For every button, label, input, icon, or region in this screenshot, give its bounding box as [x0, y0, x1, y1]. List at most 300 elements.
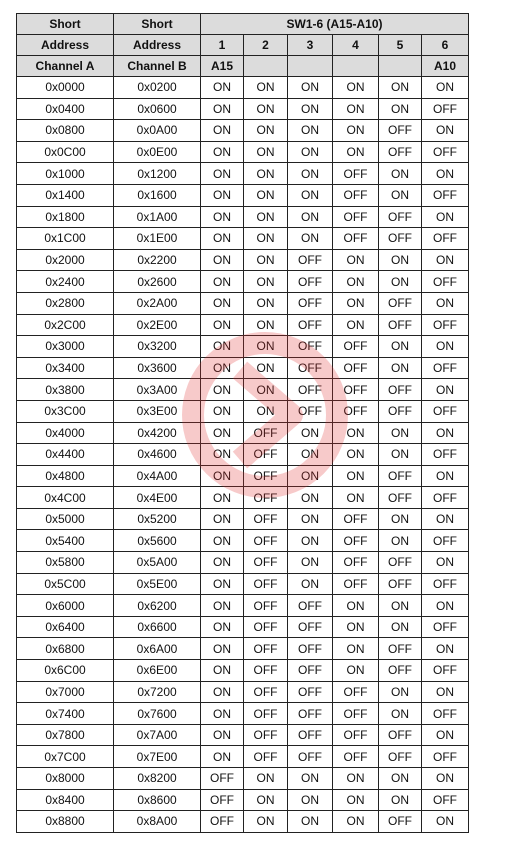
sw6-cell: OFF — [422, 746, 469, 768]
sw1-cell: ON — [201, 228, 244, 250]
sw6-cell: OFF — [422, 141, 469, 163]
sw2-cell: ON — [244, 314, 288, 336]
sw4-cell: ON — [333, 120, 379, 142]
sw3-cell: ON — [288, 206, 333, 228]
sw5-cell: OFF — [379, 465, 422, 487]
table-row — [17, 422, 469, 444]
sw6-cell: ON — [422, 379, 469, 401]
sw6-cell: ON — [422, 422, 469, 444]
sw1-cell: ON — [201, 703, 244, 725]
header-switch-4-number: 4 — [333, 35, 379, 56]
sw5-cell: ON — [379, 184, 422, 206]
sw1-cell: ON — [201, 422, 244, 444]
sw3-cell: OFF — [288, 292, 333, 314]
channel-a-cell: 0x2800 — [17, 292, 114, 314]
sw3-cell: ON — [288, 444, 333, 466]
sw4-cell: ON — [333, 314, 379, 336]
header-channel-b-line3: Channel B — [114, 56, 201, 77]
channel-a-cell: 0x5000 — [17, 508, 114, 530]
table-row — [17, 616, 469, 638]
sw5-cell: OFF — [379, 141, 422, 163]
sw2-cell: ON — [244, 98, 288, 120]
sw2-cell: OFF — [244, 724, 288, 746]
table-body — [17, 77, 469, 833]
channel-a-cell: 0x5400 — [17, 530, 114, 552]
table-row — [17, 811, 469, 833]
sw2-cell: ON — [244, 163, 288, 185]
channel-a-cell: 0x8400 — [17, 789, 114, 811]
table-row — [17, 703, 469, 725]
channel-b-cell: 0x1600 — [114, 184, 201, 206]
channel-a-cell: 0x8800 — [17, 811, 114, 833]
sw1-cell: OFF — [201, 789, 244, 811]
sw1-cell: ON — [201, 271, 244, 293]
sw4-cell: OFF — [333, 724, 379, 746]
sw3-cell: ON — [288, 120, 333, 142]
sw5-cell: OFF — [379, 379, 422, 401]
sw6-cell: ON — [422, 552, 469, 574]
sw6-cell: ON — [422, 120, 469, 142]
channel-a-cell: 0x4000 — [17, 422, 114, 444]
sw1-cell: ON — [201, 660, 244, 682]
sw6-cell: OFF — [422, 184, 469, 206]
sw2-cell: ON — [244, 336, 288, 358]
channel-b-cell: 0x4E00 — [114, 487, 201, 509]
sw4-cell: OFF — [333, 681, 379, 703]
table-row — [17, 400, 469, 422]
sw4-cell: ON — [333, 444, 379, 466]
channel-a-cell: 0x6000 — [17, 595, 114, 617]
sw4-cell: ON — [333, 595, 379, 617]
channel-b-cell: 0x2A00 — [114, 292, 201, 314]
sw3-cell: OFF — [288, 314, 333, 336]
channel-a-cell: 0x0400 — [17, 98, 114, 120]
sw3-cell: OFF — [288, 249, 333, 271]
channel-b-cell: 0x0E00 — [114, 141, 201, 163]
sw4-cell: OFF — [333, 508, 379, 530]
header-switch-3-number: 3 — [288, 35, 333, 56]
channel-a-cell: 0x1000 — [17, 163, 114, 185]
sw1-cell: ON — [201, 487, 244, 509]
sw2-cell: ON — [244, 249, 288, 271]
sw2-cell: OFF — [244, 660, 288, 682]
sw6-cell: ON — [422, 292, 469, 314]
sw1-cell: OFF — [201, 811, 244, 833]
sw1-cell: ON — [201, 400, 244, 422]
sw5-cell: ON — [379, 768, 422, 790]
table-row — [17, 98, 469, 120]
header-switch-1-address: A15 — [201, 56, 244, 77]
table-row — [17, 487, 469, 509]
channel-b-cell: 0x5600 — [114, 530, 201, 552]
sw5-cell: ON — [379, 249, 422, 271]
table-row — [17, 336, 469, 358]
sw3-cell: OFF — [288, 724, 333, 746]
table-row — [17, 206, 469, 228]
sw1-cell: ON — [201, 681, 244, 703]
channel-a-cell: 0x5800 — [17, 552, 114, 574]
table-row — [17, 249, 469, 271]
sw3-cell: ON — [288, 508, 333, 530]
header-channel-a-line1: Short — [17, 14, 114, 35]
sw2-cell: ON — [244, 184, 288, 206]
sw6-cell: ON — [422, 249, 469, 271]
sw3-cell: ON — [288, 573, 333, 595]
sw2-cell: ON — [244, 379, 288, 401]
header-switch-6-address: A10 — [422, 56, 469, 77]
sw3-cell: ON — [288, 530, 333, 552]
sw1-cell: ON — [201, 292, 244, 314]
sw3-cell: ON — [288, 789, 333, 811]
sw6-cell: ON — [422, 465, 469, 487]
channel-b-cell: 0x7200 — [114, 681, 201, 703]
sw4-cell: OFF — [333, 184, 379, 206]
channel-a-cell: 0x2C00 — [17, 314, 114, 336]
channel-a-cell: 0x4C00 — [17, 487, 114, 509]
channel-a-cell: 0x1800 — [17, 206, 114, 228]
sw3-cell: OFF — [288, 595, 333, 617]
sw1-cell: ON — [201, 724, 244, 746]
sw4-cell: OFF — [333, 703, 379, 725]
channel-b-cell: 0x6E00 — [114, 660, 201, 682]
sw2-cell: ON — [244, 206, 288, 228]
sw5-cell: OFF — [379, 120, 422, 142]
channel-b-cell: 0x4A00 — [114, 465, 201, 487]
channel-a-cell: 0x4800 — [17, 465, 114, 487]
channel-b-cell: 0x7E00 — [114, 746, 201, 768]
sw2-cell: OFF — [244, 530, 288, 552]
sw6-cell: OFF — [422, 98, 469, 120]
channel-b-cell: 0x2600 — [114, 271, 201, 293]
sw6-cell: OFF — [422, 530, 469, 552]
sw4-cell: ON — [333, 271, 379, 293]
sw6-cell: ON — [422, 724, 469, 746]
channel-a-cell: 0x7C00 — [17, 746, 114, 768]
sw1-cell: ON — [201, 314, 244, 336]
header-switch-2-address — [244, 56, 288, 77]
sw1-cell: ON — [201, 141, 244, 163]
sw5-cell: OFF — [379, 292, 422, 314]
sw6-cell: OFF — [422, 357, 469, 379]
table-row — [17, 789, 469, 811]
channel-b-cell: 0x0600 — [114, 98, 201, 120]
header-channel-a-line2: Address — [17, 35, 114, 56]
sw2-cell: ON — [244, 400, 288, 422]
channel-b-cell: 0x3A00 — [114, 379, 201, 401]
table-row — [17, 530, 469, 552]
sw3-cell: OFF — [288, 616, 333, 638]
sw1-cell: OFF — [201, 768, 244, 790]
channel-a-cell: 0x3C00 — [17, 400, 114, 422]
sw2-cell: ON — [244, 271, 288, 293]
header-switch-3-address — [288, 56, 333, 77]
channel-a-cell: 0x6400 — [17, 616, 114, 638]
sw5-cell: OFF — [379, 746, 422, 768]
sw4-cell: ON — [333, 465, 379, 487]
table-row — [17, 724, 469, 746]
sw1-cell: ON — [201, 573, 244, 595]
channel-b-cell: 0x6200 — [114, 595, 201, 617]
table-row — [17, 357, 469, 379]
channel-b-cell: 0x3600 — [114, 357, 201, 379]
sw4-cell: OFF — [333, 573, 379, 595]
sw5-cell: ON — [379, 616, 422, 638]
channel-a-cell: 0x2000 — [17, 249, 114, 271]
sw4-cell: ON — [333, 789, 379, 811]
sw5-cell: ON — [379, 595, 422, 617]
header-switch-1-number: 1 — [201, 35, 244, 56]
sw1-cell: ON — [201, 444, 244, 466]
sw1-cell: ON — [201, 77, 244, 99]
sw4-cell: OFF — [333, 552, 379, 574]
sw5-cell: ON — [379, 77, 422, 99]
header-switch-5-address — [379, 56, 422, 77]
sw6-cell: ON — [422, 336, 469, 358]
sw6-cell: ON — [422, 206, 469, 228]
sw3-cell: OFF — [288, 336, 333, 358]
header-switch-2-number: 2 — [244, 35, 288, 56]
table-row — [17, 552, 469, 574]
table-row — [17, 379, 469, 401]
sw1-cell: ON — [201, 746, 244, 768]
channel-a-cell: 0x6C00 — [17, 660, 114, 682]
sw3-cell: OFF — [288, 681, 333, 703]
sw6-cell: OFF — [422, 228, 469, 250]
channel-a-cell: 0x7800 — [17, 724, 114, 746]
sw1-cell: ON — [201, 206, 244, 228]
channel-a-cell: 0x1400 — [17, 184, 114, 206]
sw2-cell: ON — [244, 141, 288, 163]
channel-a-cell: 0x0C00 — [17, 141, 114, 163]
table-row — [17, 660, 469, 682]
sw2-cell: OFF — [244, 681, 288, 703]
sw6-cell: ON — [422, 163, 469, 185]
sw1-cell: ON — [201, 595, 244, 617]
sw2-cell: ON — [244, 120, 288, 142]
sw1-cell: ON — [201, 120, 244, 142]
sw6-cell: ON — [422, 681, 469, 703]
sw3-cell: OFF — [288, 746, 333, 768]
sw6-cell: OFF — [422, 271, 469, 293]
sw5-cell: ON — [379, 444, 422, 466]
sw4-cell: ON — [333, 292, 379, 314]
sw5-cell: ON — [379, 98, 422, 120]
sw3-cell: ON — [288, 465, 333, 487]
channel-b-cell: 0x8600 — [114, 789, 201, 811]
channel-a-cell: 0x3400 — [17, 357, 114, 379]
sw2-cell: ON — [244, 768, 288, 790]
sw2-cell: OFF — [244, 422, 288, 444]
header-switch-4-address — [333, 56, 379, 77]
table-row — [17, 444, 469, 466]
table-row — [17, 681, 469, 703]
channel-b-cell: 0x3200 — [114, 336, 201, 358]
sw4-cell: OFF — [333, 228, 379, 250]
sw4-cell: OFF — [333, 379, 379, 401]
sw4-cell: ON — [333, 98, 379, 120]
table-row — [17, 638, 469, 660]
sw6-cell: OFF — [422, 616, 469, 638]
table-header — [17, 14, 469, 77]
channel-b-cell: 0x1E00 — [114, 228, 201, 250]
channel-b-cell: 0x1200 — [114, 163, 201, 185]
table-row — [17, 465, 469, 487]
sw5-cell: ON — [379, 681, 422, 703]
sw6-cell: OFF — [422, 487, 469, 509]
sw5-cell: OFF — [379, 724, 422, 746]
sw2-cell: OFF — [244, 552, 288, 574]
channel-a-cell: 0x2400 — [17, 271, 114, 293]
table-row — [17, 77, 469, 99]
sw4-cell: OFF — [333, 163, 379, 185]
sw6-cell: ON — [422, 508, 469, 530]
sw6-cell: OFF — [422, 660, 469, 682]
sw2-cell: OFF — [244, 616, 288, 638]
sw1-cell: ON — [201, 379, 244, 401]
sw3-cell: ON — [288, 77, 333, 99]
sw5-cell: OFF — [379, 400, 422, 422]
table-row — [17, 314, 469, 336]
sw6-cell: ON — [422, 638, 469, 660]
channel-a-cell: 0x0000 — [17, 77, 114, 99]
sw1-cell: ON — [201, 616, 244, 638]
sw6-cell: OFF — [422, 789, 469, 811]
sw5-cell: ON — [379, 357, 422, 379]
sw3-cell: OFF — [288, 379, 333, 401]
channel-a-cell: 0x7400 — [17, 703, 114, 725]
sw3-cell: ON — [288, 552, 333, 574]
sw6-cell: ON — [422, 768, 469, 790]
sw4-cell: ON — [333, 660, 379, 682]
sw3-cell: OFF — [288, 271, 333, 293]
table-row — [17, 271, 469, 293]
sw4-cell: ON — [333, 77, 379, 99]
sw5-cell: OFF — [379, 660, 422, 682]
sw1-cell: ON — [201, 98, 244, 120]
sw2-cell: OFF — [244, 595, 288, 617]
table-row — [17, 163, 469, 185]
sw4-cell: OFF — [333, 336, 379, 358]
sw1-cell: ON — [201, 465, 244, 487]
sw3-cell: OFF — [288, 638, 333, 660]
sw5-cell: OFF — [379, 206, 422, 228]
sw4-cell: ON — [333, 141, 379, 163]
sw5-cell: ON — [379, 271, 422, 293]
sw2-cell: OFF — [244, 746, 288, 768]
channel-b-cell: 0x1A00 — [114, 206, 201, 228]
channel-a-cell: 0x6800 — [17, 638, 114, 660]
sw3-cell: OFF — [288, 703, 333, 725]
channel-b-cell: 0x0200 — [114, 77, 201, 99]
sw3-cell: ON — [288, 141, 333, 163]
channel-b-cell: 0x0A00 — [114, 120, 201, 142]
sw1-cell: ON — [201, 163, 244, 185]
table-row — [17, 120, 469, 142]
channel-a-cell: 0x8000 — [17, 768, 114, 790]
sw3-cell: OFF — [288, 660, 333, 682]
header-channel-a-line3: Channel A — [17, 56, 114, 77]
sw6-cell: OFF — [422, 314, 469, 336]
sw5-cell: ON — [379, 508, 422, 530]
sw5-cell: OFF — [379, 638, 422, 660]
address-switch-table — [16, 13, 469, 833]
sw3-cell: ON — [288, 422, 333, 444]
sw4-cell: ON — [333, 811, 379, 833]
sw1-cell: ON — [201, 184, 244, 206]
sw2-cell: OFF — [244, 444, 288, 466]
header-sw-group: SW1-6 (A15-A10) — [201, 14, 469, 35]
sw1-cell: ON — [201, 552, 244, 574]
table-row — [17, 141, 469, 163]
sw4-cell: ON — [333, 249, 379, 271]
sw1-cell: ON — [201, 249, 244, 271]
sw4-cell: OFF — [333, 357, 379, 379]
sw4-cell: ON — [333, 616, 379, 638]
table-row — [17, 768, 469, 790]
channel-b-cell: 0x5E00 — [114, 573, 201, 595]
sw4-cell: OFF — [333, 206, 379, 228]
sw4-cell: OFF — [333, 746, 379, 768]
sw2-cell: ON — [244, 77, 288, 99]
table-row — [17, 573, 469, 595]
sw2-cell: ON — [244, 811, 288, 833]
sw3-cell: ON — [288, 184, 333, 206]
sw1-cell: ON — [201, 508, 244, 530]
sw2-cell: ON — [244, 357, 288, 379]
table-row — [17, 292, 469, 314]
table-row — [17, 595, 469, 617]
sw3-cell: ON — [288, 163, 333, 185]
channel-a-cell: 0x7000 — [17, 681, 114, 703]
channel-b-cell: 0x5200 — [114, 508, 201, 530]
channel-b-cell: 0x2200 — [114, 249, 201, 271]
sw6-cell: OFF — [422, 573, 469, 595]
sw6-cell: ON — [422, 595, 469, 617]
channel-a-cell: 0x4400 — [17, 444, 114, 466]
header-channel-b-line2: Address — [114, 35, 201, 56]
sw3-cell: ON — [288, 228, 333, 250]
sw3-cell: ON — [288, 98, 333, 120]
sw4-cell: OFF — [333, 530, 379, 552]
channel-b-cell: 0x4600 — [114, 444, 201, 466]
sw2-cell: OFF — [244, 465, 288, 487]
sw6-cell: ON — [422, 811, 469, 833]
sw4-cell: ON — [333, 768, 379, 790]
channel-b-cell: 0x6A00 — [114, 638, 201, 660]
sw2-cell: ON — [244, 789, 288, 811]
sw3-cell: OFF — [288, 357, 333, 379]
sw5-cell: ON — [379, 530, 422, 552]
sw2-cell: OFF — [244, 573, 288, 595]
sw2-cell: ON — [244, 228, 288, 250]
sw3-cell: ON — [288, 487, 333, 509]
sw3-cell: ON — [288, 768, 333, 790]
sw5-cell: OFF — [379, 552, 422, 574]
channel-a-cell: 0x5C00 — [17, 573, 114, 595]
header-switch-6-number: 6 — [422, 35, 469, 56]
table-row — [17, 746, 469, 768]
channel-b-cell: 0x4200 — [114, 422, 201, 444]
sw1-cell: ON — [201, 530, 244, 552]
channel-a-cell: 0x3000 — [17, 336, 114, 358]
channel-b-cell: 0x5A00 — [114, 552, 201, 574]
sw5-cell: ON — [379, 422, 422, 444]
channel-b-cell: 0x2E00 — [114, 314, 201, 336]
channel-a-cell: 0x3800 — [17, 379, 114, 401]
sw2-cell: ON — [244, 292, 288, 314]
sw2-cell: OFF — [244, 703, 288, 725]
sw2-cell: OFF — [244, 487, 288, 509]
